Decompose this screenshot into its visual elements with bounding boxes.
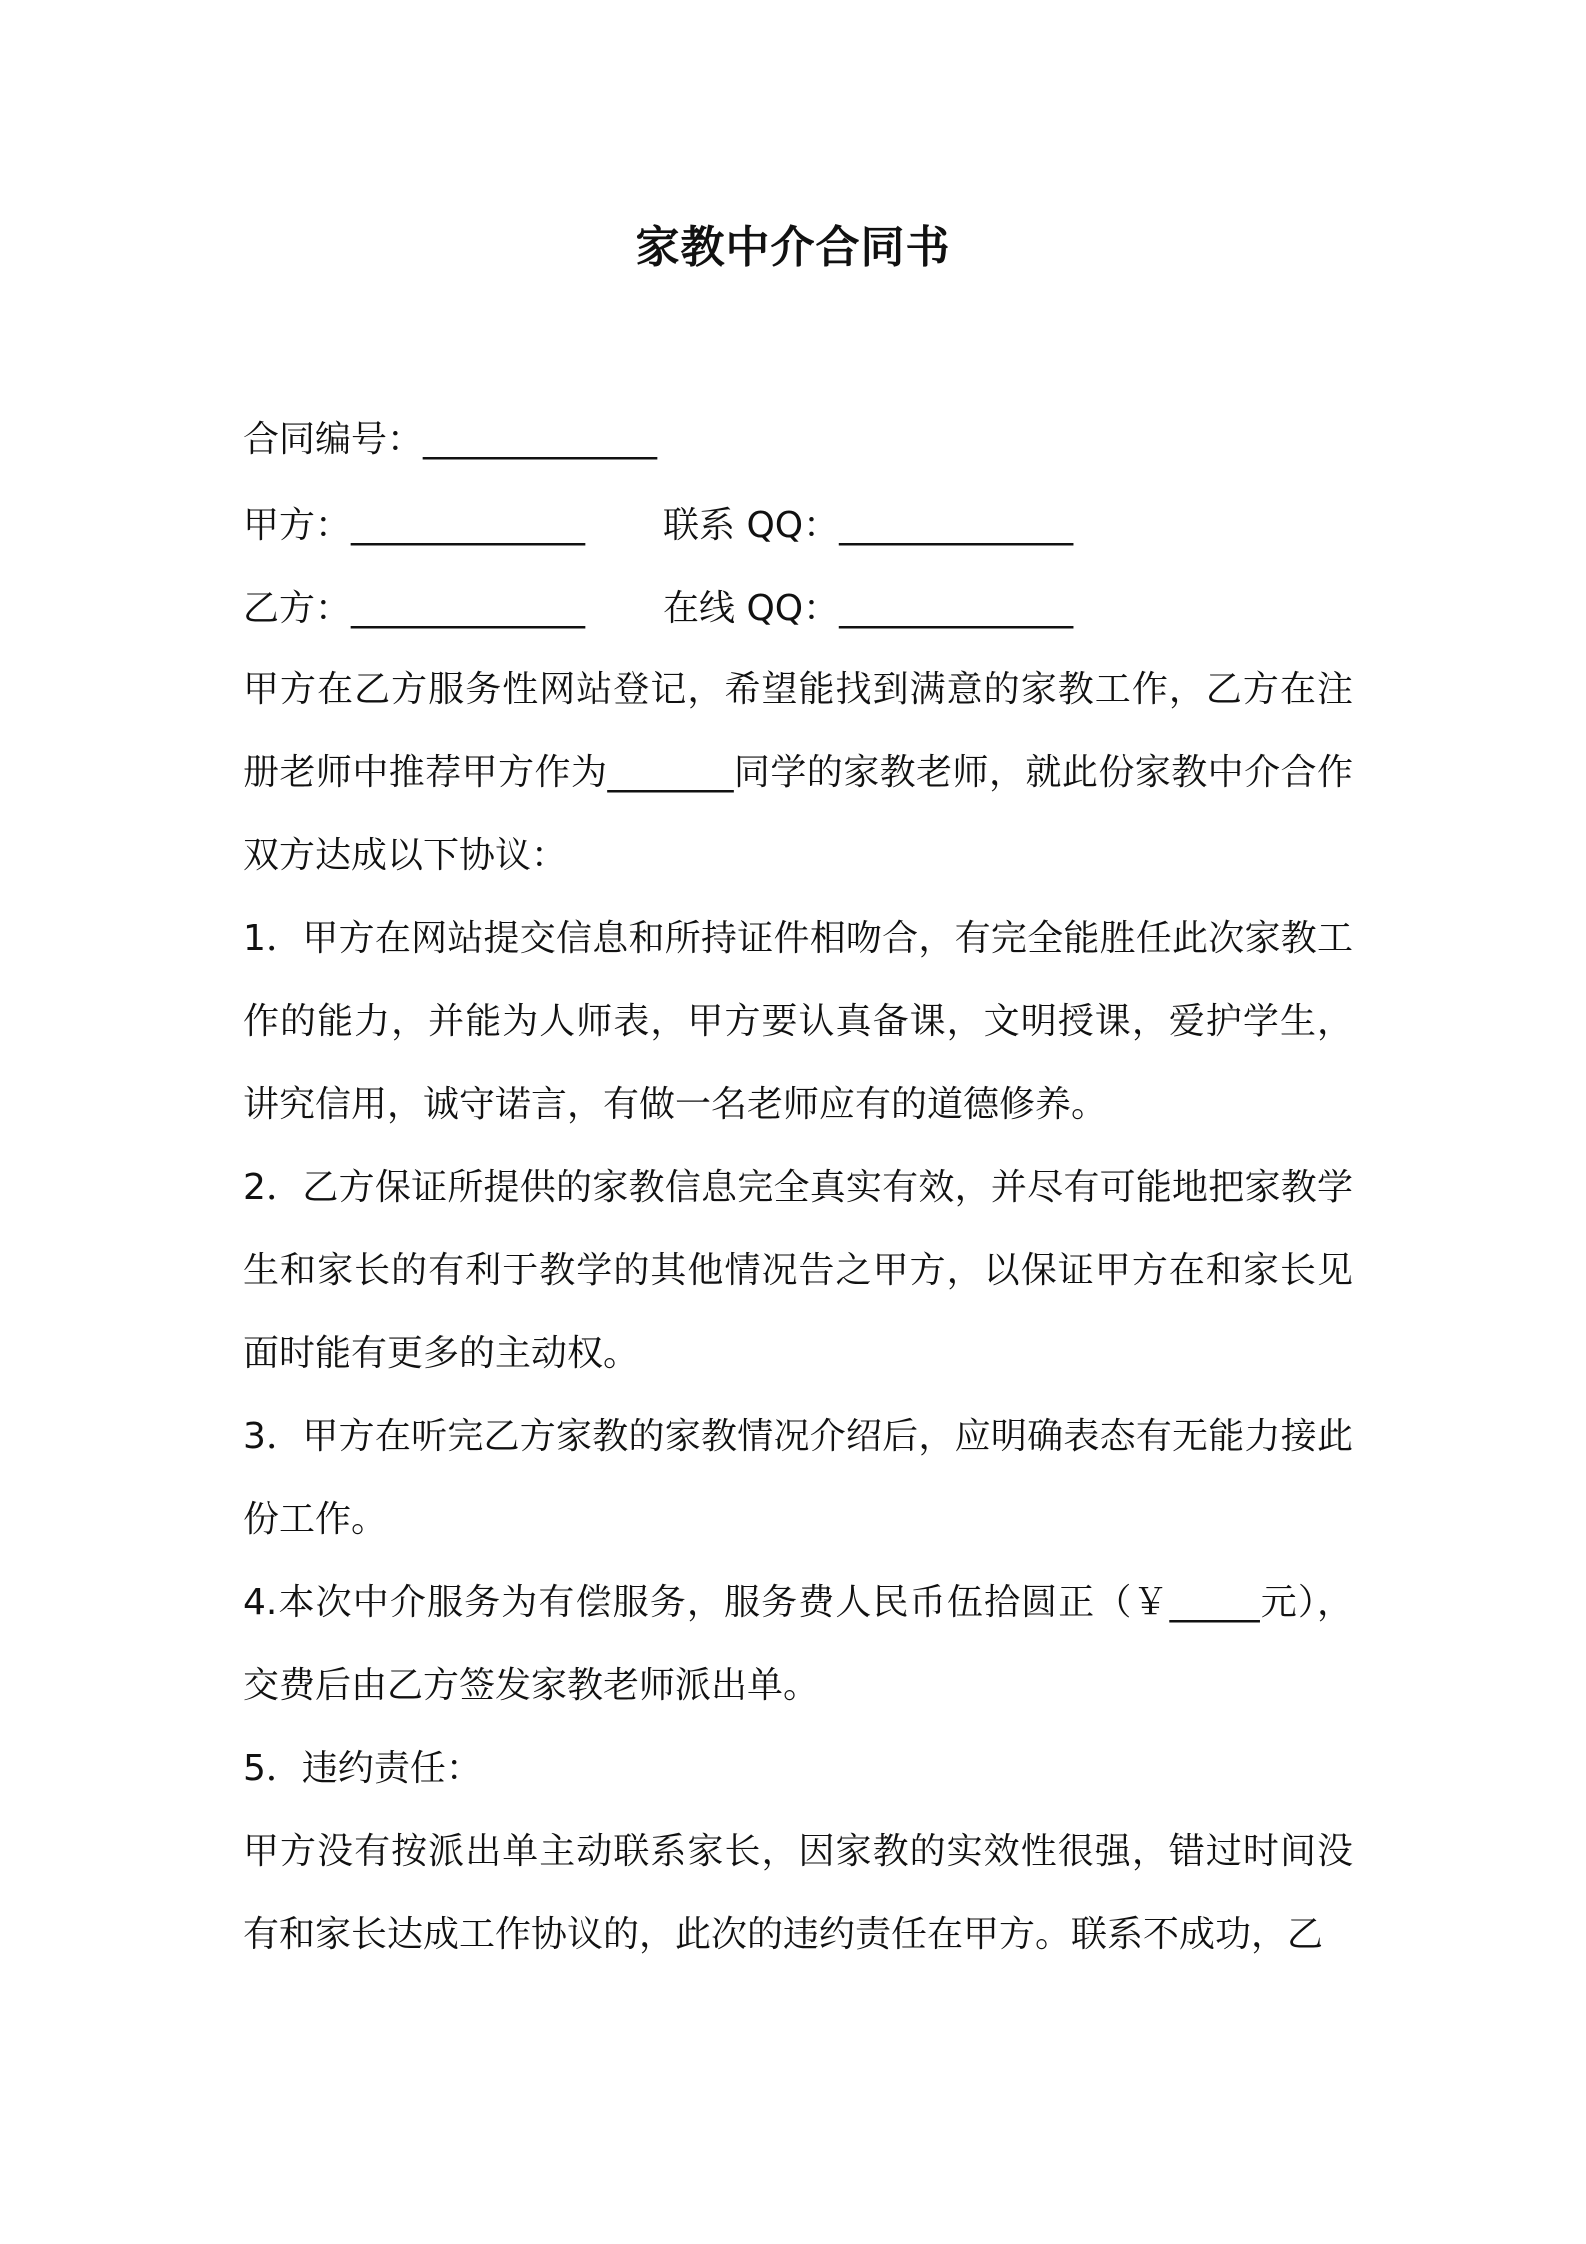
clause-2: 2．乙方保证所提供的家教信息完全真实有效，并尽有可能地把家教学生和家长的有利于教学的其他情况告之甲方，以保证甲方在和家长见面时能有更多的主动权。	[243, 1167, 1353, 1374]
party-a-row	[243, 500, 585, 552]
clause-5-heading: 5．违约责任：	[243, 1748, 482, 1789]
intro-paragraph: 甲方在乙方服务性网站登记，希望能找到满意的家教工作，乙方在注册老师中推荐甲方作为_______同学的家教老师，就此份家教中介合作双方达成以下协议：	[243, 669, 1353, 876]
party-b-row	[243, 583, 585, 635]
party-b-field: 乙方：_____________	[243, 588, 586, 629]
clause-1: 1．甲方在网站提交信息和所持证件相吻合，有完全能胜任此次家教工作的能力，并能为人师表，甲方要认真备课，文明授课，爱护学生，讲究信用，诚守诺言，有做一名老师应有的道德修养。	[243, 918, 1353, 1125]
contact-qq-field: 联系 QQ：_____________	[663, 505, 1074, 546]
party-a-field: 甲方：_____________	[243, 505, 586, 546]
clause-5-text: 甲方没有按派出单主动联系家长，因家教的实效性很强，错过时间没有和家长达成工作协议的，此次的违约责任在甲方。联系不成功，乙	[243, 1831, 1353, 1955]
clause-3: 3．甲方在听完乙方家教的家教情况介绍后，应明确表态有无能力接此份工作。	[243, 1416, 1353, 1540]
document-title: 家教中介合同书	[635, 222, 951, 273]
online-qq-field: 在线 QQ：_____________	[663, 588, 1074, 629]
clause-4: 4.本次中介服务为有偿服务，服务费人民币伍拾圆正（￥_____元），交费后由乙方签发家教老师派出单。	[243, 1582, 1353, 1706]
contract-number-field: 合同编号：_____________	[243, 419, 658, 460]
